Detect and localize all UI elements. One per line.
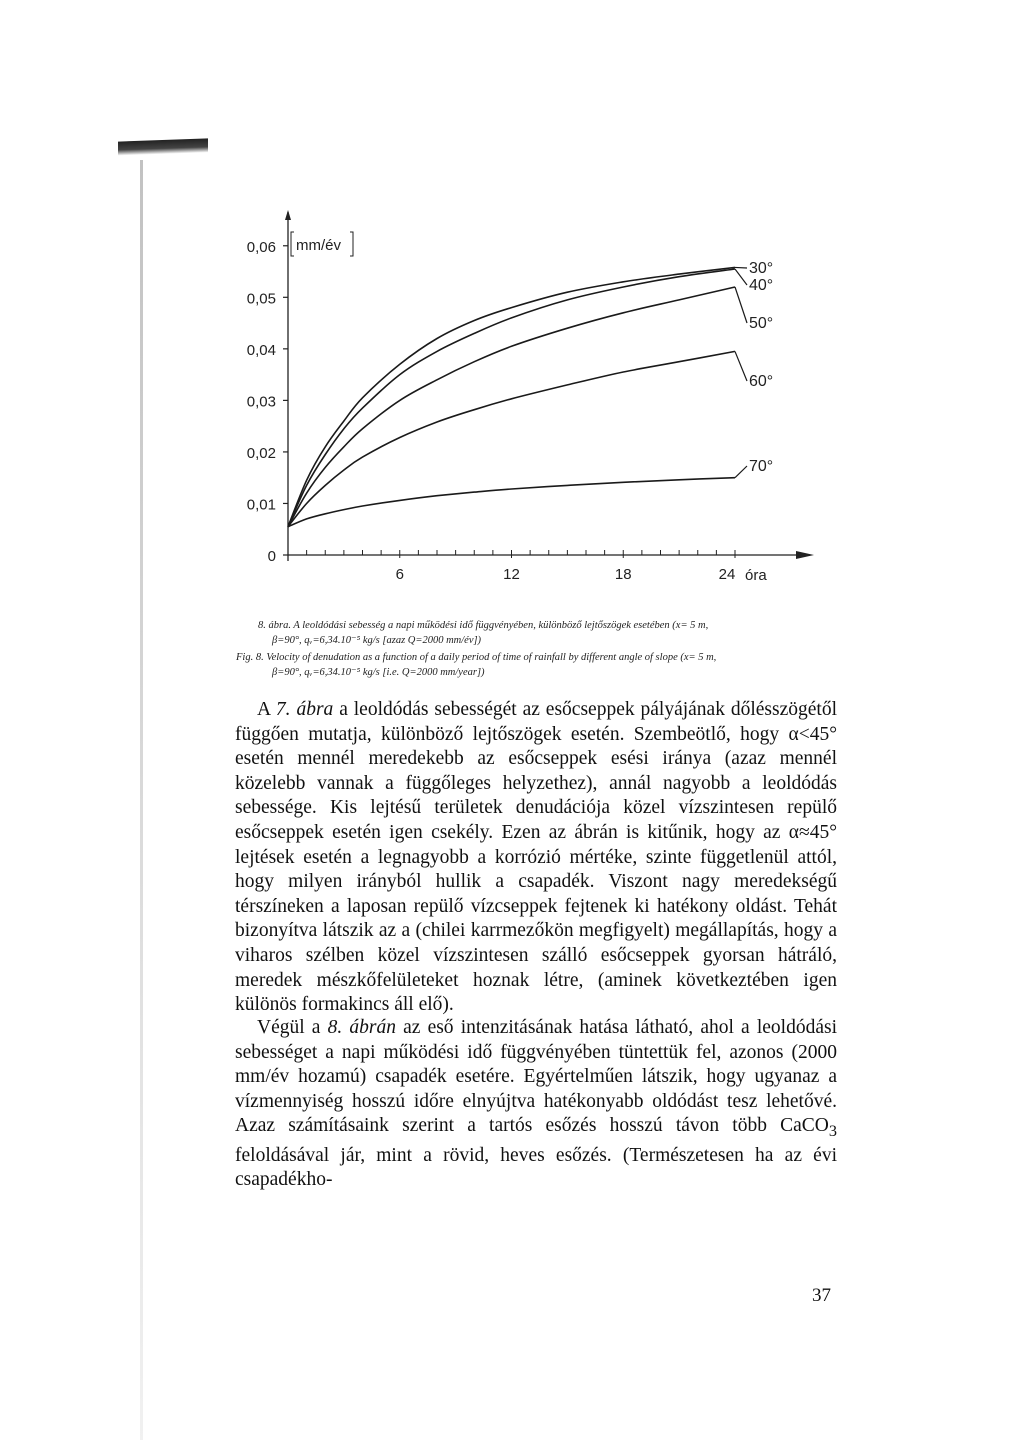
paragraph-2-subscript: 3 bbox=[828, 1122, 837, 1141]
caption-en-line1: Fig. 8. Velocity of denudation as a function of a daily period of time of rainfall by different angle of slope (x= 5 m, bbox=[236, 652, 717, 663]
series-leader bbox=[735, 267, 747, 268]
y-tick-label: 0,03 bbox=[246, 393, 276, 411]
y-tick-label: 0,02 bbox=[246, 444, 276, 462]
paragraph-1-text: a leoldódás sebességét az esőcseppek pályájának dőlésszögétől függően mutatja, különböző lejtőszögek esetén. Szembeötlő, hogy α<45° esetén mennél meredekebb az esőcseppek esési iránya (azaz mennél közelebb vannak a függőleges helyzethez), annál nagyobb a leoldódás sebessége. Kis lejtésű területek denudációja közel vízszintesen repülő esőcseppek esetén igen csekély. Ezen az ábrán is kitűnik, hogy az α≈45° lejtések esetén a legnagyobb a korrózió mértéke, szinte függetlenül attól, hogy milyen irányból hullik a csapadék. Viszont nagy meredekségű térszíneken a laposan repülő vízcseppek fejtenek ki hatékony oldást. Tehát bizonyítva látszik az a (chilei karrmezőkön megfigyelt) megállapítás, hogy a viharos szélben közel vízszintesen szálló esőcseppek gyorsan hátráló, meredek mészkőfelületeket hoznak létre, (aminek következtében igen különös formakincs áll elő). bbox=[235, 699, 838, 1016]
series-label: 30° bbox=[749, 260, 774, 277]
x-axis-arrow bbox=[796, 551, 814, 559]
chart-axes bbox=[283, 210, 814, 561]
caption-hu-line2: β=90°, qᵥ=6,34.10⁻⁵ kg/s [azaz Q=2000 mm/év]) bbox=[272, 635, 482, 646]
paragraph-1 bbox=[235, 698, 837, 1018]
figure-caption-hungarian bbox=[258, 618, 858, 648]
scan-edge-artifact bbox=[118, 138, 208, 155]
paragraph-1-figure-ref: 7. ábra bbox=[275, 699, 334, 720]
series-line bbox=[288, 267, 735, 526]
paragraph-1-lead: A bbox=[257, 699, 276, 720]
x-axis-unit: óra bbox=[745, 567, 767, 584]
y-tick-label: 0,01 bbox=[246, 496, 276, 514]
caption-hu-line1: 8. ábra. A leoldódási sebesség a napi működési idő függvényében, különböző lejtőszögek esetében (x= 5 m, bbox=[258, 620, 709, 631]
paragraph-2 bbox=[235, 1016, 837, 1193]
y-axis-arrow bbox=[285, 210, 291, 220]
x-tick-label: 18 bbox=[614, 566, 632, 583]
page-number: 37 bbox=[812, 1285, 831, 1306]
series-leader bbox=[735, 287, 747, 323]
y-tick-label: 0,04 bbox=[246, 341, 276, 359]
x-tick-label: 24 bbox=[718, 566, 736, 583]
x-tick-label: 12 bbox=[503, 566, 520, 583]
figure-caption-english bbox=[236, 650, 866, 680]
series-leader bbox=[735, 351, 747, 381]
unit-bracket-left bbox=[291, 232, 294, 256]
series-leader bbox=[735, 466, 747, 478]
paragraph-2-figure-ref: 8. ábrán bbox=[327, 1017, 396, 1038]
y-tick-label: 0,06 bbox=[246, 238, 276, 256]
chart-series bbox=[288, 267, 747, 526]
series-line bbox=[288, 478, 735, 527]
y-tick-label: 0,05 bbox=[246, 290, 276, 308]
series-label: 40° bbox=[749, 277, 774, 294]
paragraph-2-lead: Végül a bbox=[257, 1017, 328, 1038]
paragraph-2-text-a: az eső intenzitásának hatása látható, ahol a leoldódási sebességet a napi működési idő függvényében tüntettük fel, azonos (2000 mm/év hozamú) csapadék esetére. Egyértelműen látszik, hogy ugyanaz a vízmennyiség hosszú időre elnyújtva hatékonyabb oldódást tesz lehetővé. Azaz számításaink szerint a tartós esőzés hosszú távon több CaCO bbox=[235, 1017, 837, 1137]
chart-labels bbox=[247, 237, 773, 584]
series-line bbox=[288, 351, 735, 526]
y-tick-label: 0 bbox=[267, 548, 276, 565]
unit-bracket-right bbox=[350, 232, 353, 256]
caption-en-line2: β=90°, qᵥ=6,34.10⁻⁵ kg/s [i.e. Q=2000 mm/year]) bbox=[272, 667, 485, 678]
paragraph-2-text-b: feloldásával jár, mint a rövid, heves esőzés. (Természetesen ha az évi csapadékho- bbox=[235, 1144, 837, 1191]
series-label: 60° bbox=[749, 373, 774, 390]
x-tick-label: 6 bbox=[395, 566, 404, 583]
series-label: 70° bbox=[749, 458, 774, 475]
y-axis-unit: mm/év bbox=[296, 237, 341, 254]
scan-side-shadow bbox=[140, 160, 143, 1440]
series-label: 50° bbox=[749, 315, 774, 332]
denudation-chart bbox=[220, 210, 820, 590]
series-leader bbox=[735, 269, 747, 285]
